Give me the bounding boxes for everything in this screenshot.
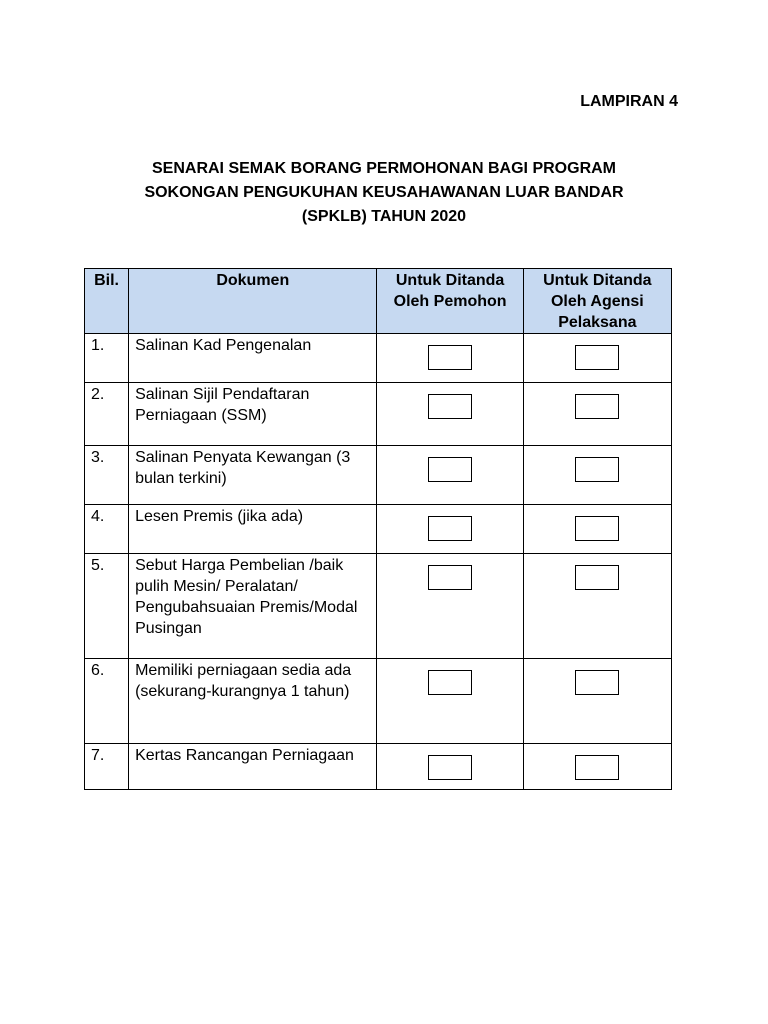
pemohon-check-cell (377, 446, 523, 505)
row-document: Memiliki perniagaan sedia ada (sekurang-kurangnya 1 tahun) (129, 659, 377, 744)
agensi-check-cell (523, 334, 671, 383)
checklist-table (84, 268, 672, 790)
agensi-check-cell (523, 383, 671, 446)
header-bil: Bil. (85, 269, 129, 334)
agensi-checkbox[interactable] (575, 755, 619, 780)
table-row (85, 659, 672, 744)
header-agensi: Untuk Ditanda Oleh Agensi Pelaksana (523, 269, 671, 334)
row-document: Salinan Penyata Kewangan (3 bulan terkini) (129, 446, 377, 505)
table-row (85, 554, 672, 659)
title-line-1: SENARAI SEMAK BORANG PERMOHONAN BAGI PROGRAM (151, 160, 616, 177)
title-line-3: (SPKLB) TAHUN 2020 (301, 208, 467, 225)
row-number: 3. (85, 446, 129, 505)
agensi-checkbox[interactable] (575, 457, 619, 482)
row-document: Kertas Rancangan Perniagaan (129, 744, 377, 790)
agensi-check-cell (523, 659, 671, 744)
document-title (84, 157, 684, 229)
agensi-check-cell (523, 505, 671, 554)
header-dokumen: Dokumen (129, 269, 377, 334)
agensi-checkbox[interactable] (575, 394, 619, 419)
table-row (85, 744, 672, 790)
row-number: 1. (85, 334, 129, 383)
row-document: Sebut Harga Pembelian /baik pulih Mesin/ Peralatan/ Pengubahsuaian Premis/Modal Pusingan (129, 554, 377, 659)
row-number: 4. (85, 505, 129, 554)
row-number: 7. (85, 744, 129, 790)
row-number: 2. (85, 383, 129, 446)
pemohon-checkbox[interactable] (428, 565, 472, 590)
table-row (85, 446, 672, 505)
table-row (85, 505, 672, 554)
agensi-checkbox[interactable] (575, 516, 619, 541)
row-number: 5. (85, 554, 129, 659)
pemohon-checkbox[interactable] (428, 457, 472, 482)
table-row (85, 383, 672, 446)
pemohon-checkbox[interactable] (428, 516, 472, 541)
pemohon-checkbox[interactable] (428, 394, 472, 419)
pemohon-check-cell (377, 334, 523, 383)
agensi-checkbox[interactable] (575, 670, 619, 695)
agensi-check-cell (523, 744, 671, 790)
row-number: 6. (85, 659, 129, 744)
pemohon-check-cell (377, 383, 523, 446)
pemohon-check-cell (377, 659, 523, 744)
pemohon-check-cell (377, 744, 523, 790)
title-line-2: SOKONGAN PENGUKUHAN KEUSAHAWANAN LUAR BANDAR (144, 184, 624, 201)
pemohon-check-cell (377, 554, 523, 659)
agensi-checkbox[interactable] (575, 345, 619, 370)
pemohon-checkbox[interactable] (428, 670, 472, 695)
pemohon-checkbox[interactable] (428, 755, 472, 780)
agensi-check-cell (523, 554, 671, 659)
agensi-checkbox[interactable] (575, 565, 619, 590)
row-document: Salinan Sijil Pendaftaran Perniagaan (SSM) (129, 383, 377, 446)
pemohon-checkbox[interactable] (428, 345, 472, 370)
agensi-check-cell (523, 446, 671, 505)
header-pemohon: Untuk Ditanda Oleh Pemohon (377, 269, 523, 334)
table-row (85, 334, 672, 383)
row-document: Lesen Premis (jika ada) (129, 505, 377, 554)
appendix-label: LAMPIRAN 4 (580, 93, 678, 110)
pemohon-check-cell (377, 505, 523, 554)
row-document: Salinan Kad Pengenalan (129, 334, 377, 383)
table-header-row (85, 269, 672, 334)
